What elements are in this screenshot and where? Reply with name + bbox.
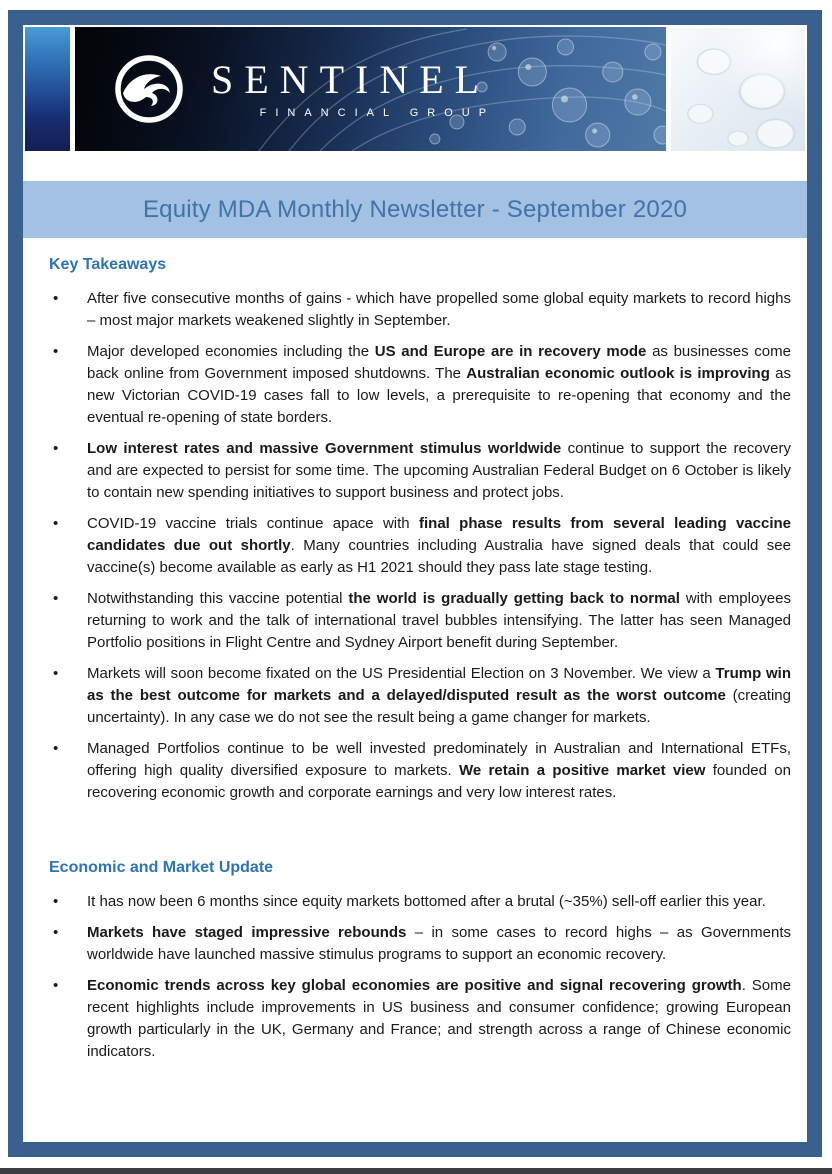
- section-heading-key-takeaways: Key Takeaways: [49, 256, 167, 273]
- bullet-item: [49, 513, 791, 579]
- bullet-text-bold: Economic trends across key global economies are positive and signal recovering growth: [87, 977, 742, 994]
- bullet-text: as new Victorian COVID-19 cases fall to low levels, a prerequisite to re-opening that economy and the eventual re-opening of state borders.: [87, 365, 791, 426]
- bullet-item: [49, 663, 791, 729]
- bullet-item: [49, 288, 791, 332]
- bullet-text: with employees returning to work and the talk of international travel bubbles intensifying. The latter has seen Managed Portfolio positions in Flight Centre and Sydney Airport benefit during September.: [87, 590, 791, 651]
- header-left-gradient-strip: [25, 27, 70, 151]
- bullet-text: . Some recent highlights include improvements in US business and consumer confidence; growing European growth particularly in the UK, Germany and France; and strength across a range of Chinese economic indicators.: [87, 977, 791, 1060]
- newsletter-body: [23, 238, 807, 1063]
- bullet-text-bold: the world is gradually getting back to normal: [348, 590, 680, 607]
- bullet-text: After five consecutive months of gains - which have propelled some global equity markets to record highs – most major markets weakened slightly in September.: [87, 290, 791, 329]
- bullet-text-bold: We retain a positive market view: [459, 762, 706, 779]
- key-takeaways-list: [49, 288, 791, 804]
- bullet-text-bold: US and Europe are in recovery mode: [374, 343, 647, 360]
- newsletter-title: Equity MDA Monthly Newsletter - September 2020: [142, 195, 688, 223]
- bullet-text-bold: Markets have staged impressive rebounds: [87, 924, 407, 941]
- page-bottom-separator: [0, 1168, 832, 1174]
- logo-subtitle: FINANCIAL GROUP: [259, 106, 496, 119]
- bullet-text-bold: final phase results from several leading vaccine candidates due out shortly: [87, 515, 791, 554]
- bullet-text: Markets will soon become fixated on the US Presidential Election on 3 November. We view a: [87, 665, 716, 682]
- bullet-item: [49, 341, 791, 429]
- bullet-text: founded on recovering economic growth and corporate earnings and very low interest rates.: [87, 762, 791, 801]
- header-banner: [25, 27, 805, 151]
- bullet-item: [49, 588, 791, 654]
- bullet-text: Major developed economies including the: [87, 343, 375, 360]
- logo-wordmark: SENTINEL: [211, 56, 491, 102]
- bullet-text: It has now been 6 months since equity markets bottomed after a brutal (~35%) sell-off earlier this year.: [87, 893, 766, 910]
- header-logo-banner: [75, 27, 666, 151]
- bullet-text: COVID-19 vaccine trials continue apace with: [87, 515, 419, 532]
- section-heading-economic-update: Economic and Market Update: [49, 859, 274, 876]
- bullet-text: continue to support the recovery and are expected to persist for some time. The upcoming Australian Federal Budget on 6 October is likely to contain new spending initiatives to support business and protect jobs.: [87, 440, 791, 501]
- bullet-text: . Many countries including Australia have signed deals that could see vaccine(s) become available as early as H1 2021 should they pass late stage testing.: [87, 537, 791, 576]
- bullet-text-bold: Trump win as the best outcome for markets and a delayed/disputed result as the worst outcome: [87, 665, 791, 704]
- page-border-frame: [8, 10, 822, 1157]
- sentinel-logo: [111, 51, 496, 127]
- sentinel-logo-icon: [111, 51, 187, 127]
- newsletter-title-banner: [23, 181, 807, 238]
- logo-wordmark-group: [211, 56, 496, 119]
- bullet-text-bold: Low interest rates and massive Government stimulus worldwide: [87, 440, 562, 457]
- bullet-text: as businesses come back online from Government imposed shutdowns. The: [87, 343, 791, 382]
- bullet-text: Notwithstanding this vaccine potential: [87, 590, 349, 607]
- bullet-item: [49, 738, 791, 804]
- economic-update-list: [49, 891, 791, 1063]
- bullet-text: – in some cases to record highs – as Governments worldwide have launched massive stimulus programs to support an economic recovery.: [87, 924, 792, 963]
- header-droplets-image: [671, 27, 805, 151]
- bullet-item: [49, 975, 791, 1063]
- bullet-item: [49, 891, 791, 913]
- bullet-text-bold: Australian economic outlook is improving: [466, 365, 770, 382]
- bullet-item: [49, 438, 791, 504]
- bullet-text: (creating uncertainty). In any case we do not see the result being a game changer for markets.: [87, 687, 791, 726]
- bullet-text: Managed Portfolios continue to be well invested predominately in Australian and International ETFs, offering high quality diversified exposure to markets.: [87, 740, 791, 779]
- bullet-item: [49, 922, 791, 966]
